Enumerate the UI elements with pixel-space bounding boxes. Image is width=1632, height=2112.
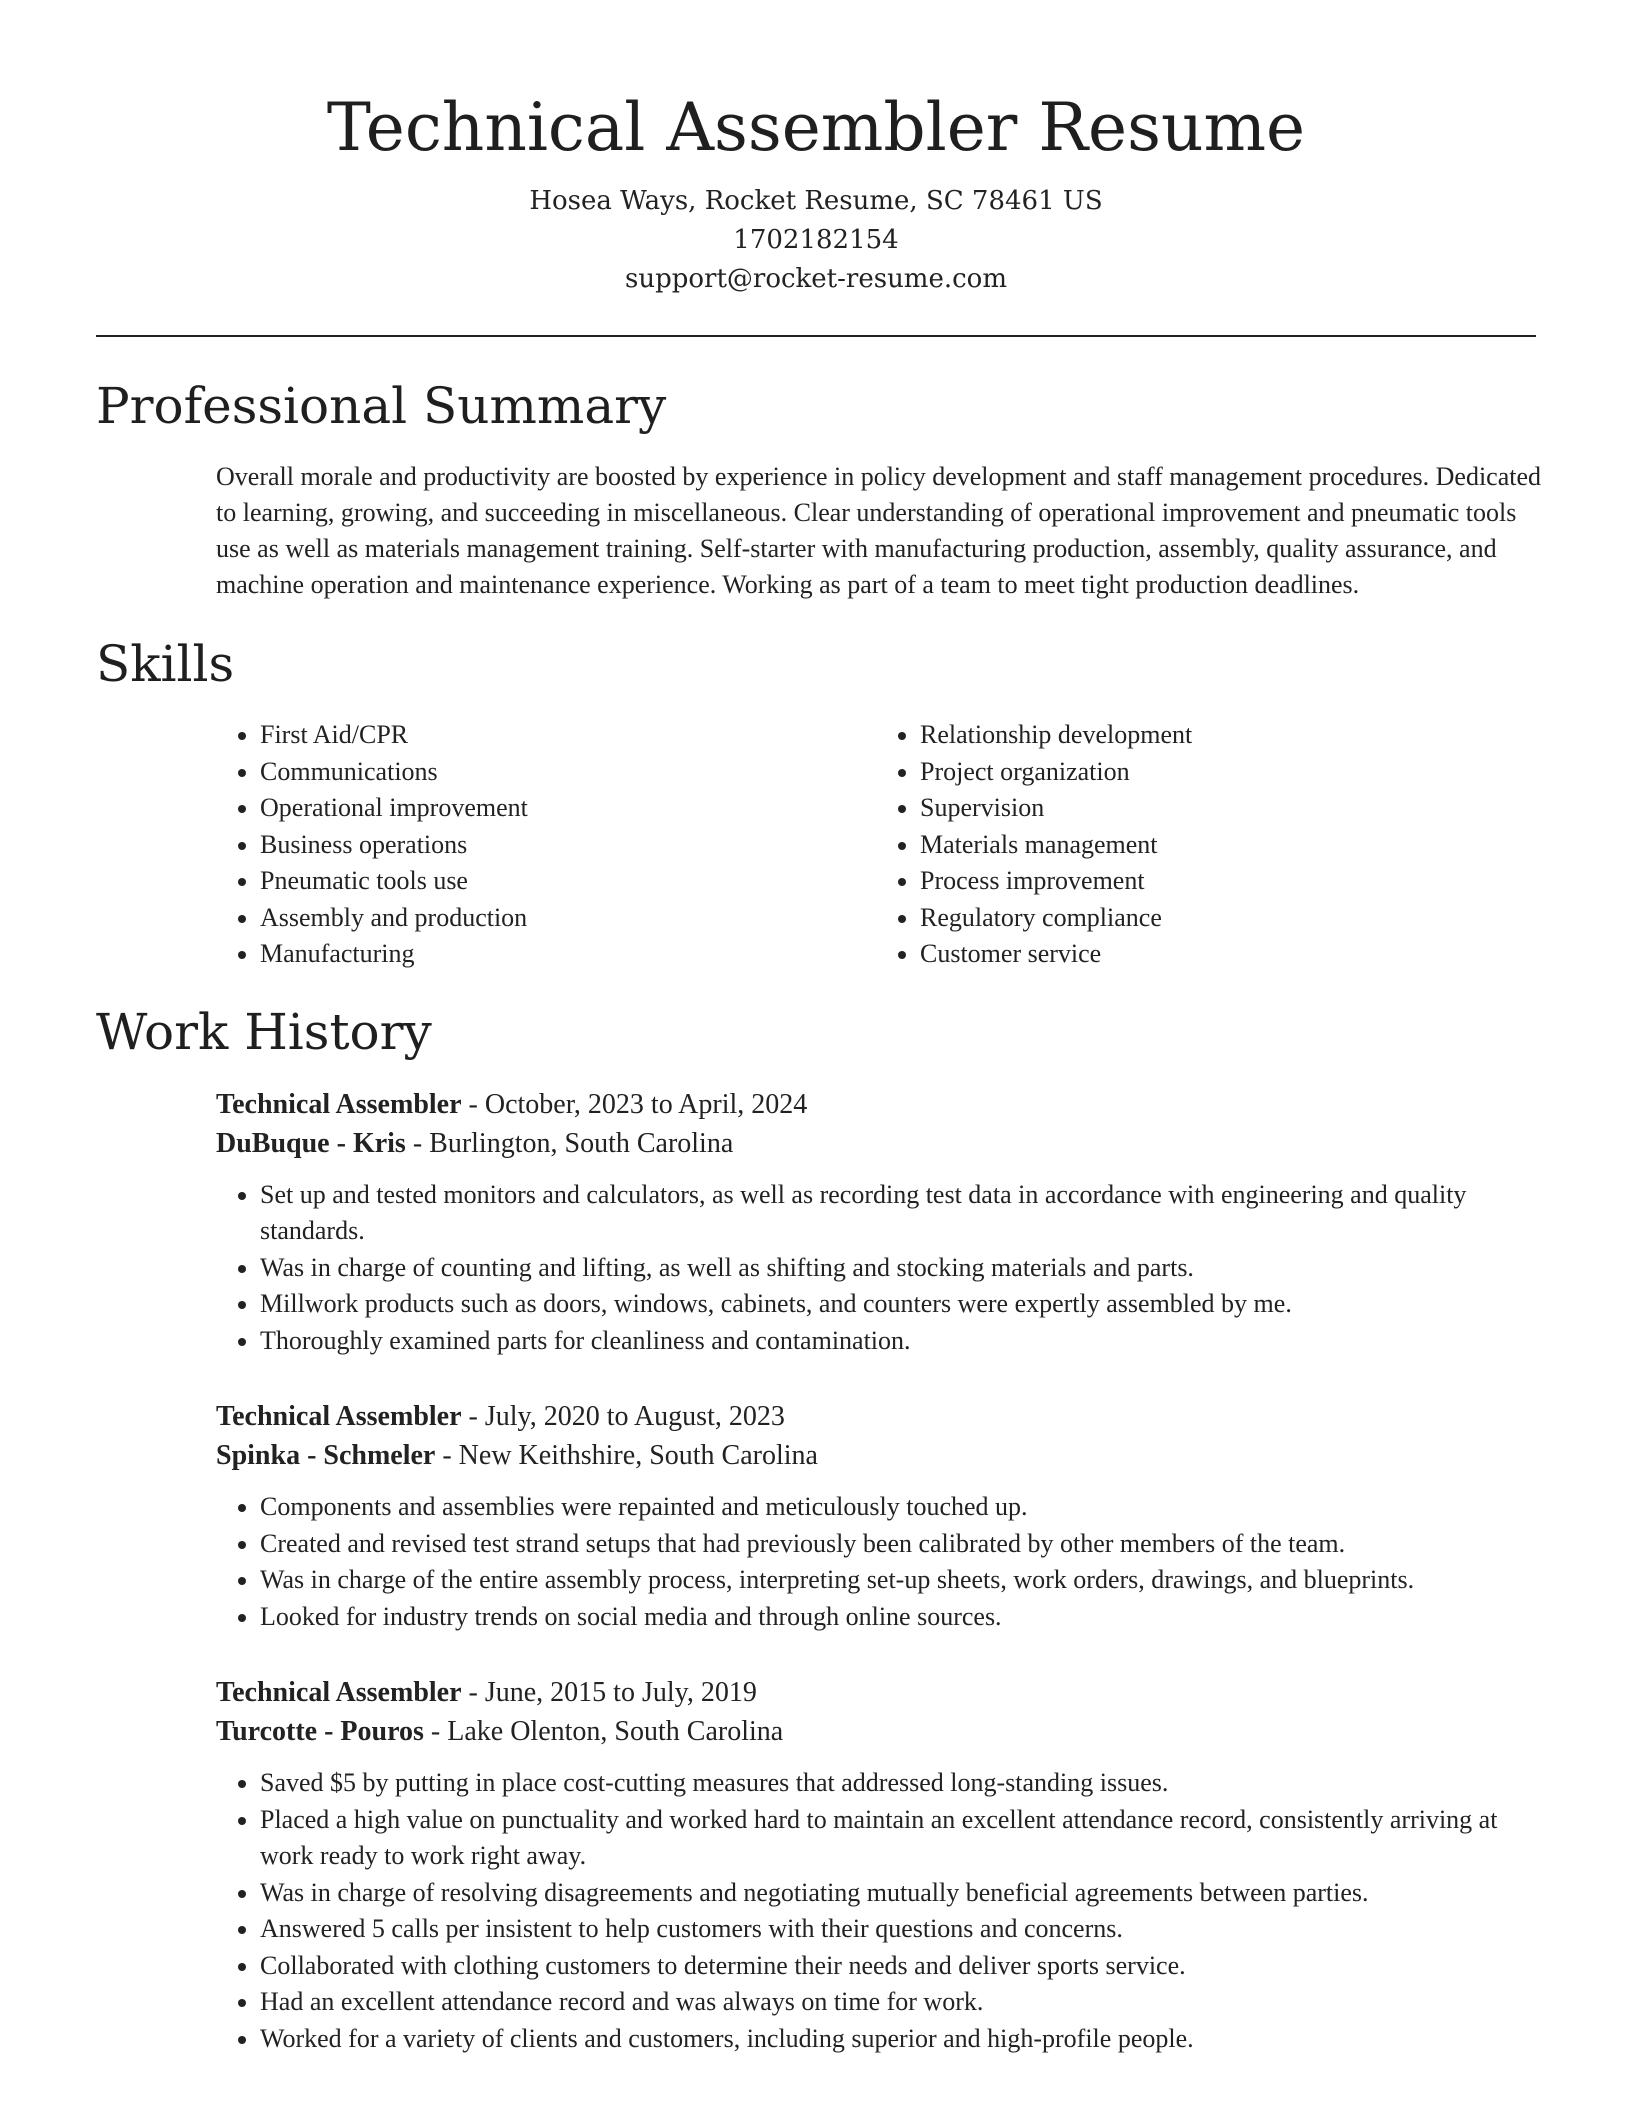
job-bullet: • Created and revised test strand setups that had previously been calibrated by other members of the team. (260, 1526, 1540, 1563)
contact-address: Hosea Ways, Rocket Resume, SC 78461 US (529, 186, 1103, 216)
skill-item: • First Aid/CPR (260, 717, 876, 754)
job-bullet: • Thoroughly examined parts for cleanliness and contamination. (260, 1323, 1540, 1360)
skills-heading: Skills (96, 635, 235, 693)
job-company-line (216, 1124, 1536, 1163)
skill-item: • Project organization (920, 754, 1536, 791)
skills-columns (216, 717, 1536, 973)
job-bullet: • Had an excellent attendance record and was always on time for work. (260, 1984, 1540, 2021)
job-title-line (216, 1085, 1536, 1124)
skill-item: • Pneumatic tools use (260, 863, 876, 900)
work-history-heading: Work History (96, 1002, 432, 1061)
job-title: Technical Assembler (216, 1677, 462, 1708)
job-bullet: • Was in charge of resolving disagreements and negotiating mutually beneficial agreements between parties. (260, 1875, 1540, 1912)
skills-list-left (216, 717, 876, 973)
job-bullet: • Was in charge of counting and lifting, as well as shifting and stocking materials and parts. (260, 1250, 1540, 1287)
skill-item: • Process improvement (920, 863, 1536, 900)
job-bullets (216, 1765, 1540, 2057)
skills-section (96, 631, 1536, 973)
job-dates: - October, 2023 to April, 2024 (461, 1088, 808, 1120)
job-title: Technical Assembler (216, 1401, 462, 1432)
skill-item: • Supervision (920, 790, 1536, 827)
header-divider (96, 335, 1536, 337)
contact-block (96, 182, 1536, 299)
job-bullet: • Looked for industry trends on social media and through online sources. (260, 1599, 1540, 1636)
contact-phone: 1702182154 (733, 225, 899, 255)
job-title: Technical Assembler (216, 1088, 462, 1120)
job-location: - Lake Olenton, South Carolina (423, 1716, 784, 1747)
skill-item: • Assembly and production (260, 900, 876, 937)
job-dates: - June, 2015 to July, 2019 (461, 1677, 757, 1708)
job-bullet: • Worked for a variety of clients and customers, including superior and high-profile people. (260, 2021, 1540, 2058)
skills-list-right (876, 717, 1536, 973)
job-bullet: • Was in charge of the entire assembly process, interpreting set-up sheets, work orders, drawings, and blueprints. (260, 1562, 1540, 1599)
job-bullets (216, 1177, 1540, 1360)
job-bullets (216, 1489, 1540, 1635)
job-company-line (216, 1436, 1536, 1475)
job-bullet: • Millwork products such as doors, windows, cabinets, and counters were expertly assembled by me. (260, 1286, 1540, 1323)
skill-item: • Communications (260, 754, 876, 791)
skill-item: • Business operations (260, 827, 876, 864)
summary-heading: Professional Summary (96, 377, 667, 435)
job-company: Spinka - Schmeler (216, 1440, 436, 1471)
job-bullet: • Answered 5 calls per insistent to help customers with their questions and concerns. (260, 1911, 1540, 1948)
summary-section (96, 373, 1542, 603)
skill-item: • Regulatory compliance (920, 900, 1536, 937)
job-entry (216, 1085, 1536, 1360)
job-dates: - July, 2020 to August, 2023 (461, 1401, 785, 1432)
job-bullet: • Set up and tested monitors and calculators, as well as recording test data in accordance with engineering and quality standards. (260, 1177, 1540, 1250)
skill-item: • Manufacturing (260, 936, 876, 973)
summary-text: Overall morale and productivity are boosted by experience in policy development and staff management procedures. Dedicated to learning, growing, and succeeding in miscellaneous. Clear understanding of operational improvement and pneumatic tools use as well as materials management training. Self-starter with manufacturing production, assembly, quality assurance, and machine operation and maintenance experience. Working as part of a team to meet tight production deadlines. (216, 462, 1542, 599)
job-company: DuBuque - Kris (216, 1127, 406, 1159)
skill-item: • Relationship development (920, 717, 1536, 754)
job-entry (216, 1673, 1536, 2057)
contact-email: support@rocket-resume.com (624, 264, 1007, 294)
skill-item: • Operational improvement (260, 790, 876, 827)
job-location: - New Keithshire, South Carolina (435, 1440, 818, 1471)
resume-page (96, 0, 1542, 2057)
skill-item: • Customer service (920, 936, 1536, 973)
work-history-section (96, 999, 1536, 2058)
job-company: Turcotte - Pouros (216, 1716, 424, 1747)
job-bullet: • Components and assemblies were repainted and meticulously touched up. (260, 1489, 1540, 1526)
job-bullet: • Saved $5 by putting in place cost-cutting measures that addressed long-standing issues. (260, 1765, 1540, 1802)
job-title-line (216, 1673, 1536, 1712)
job-location: - Burlington, South Carolina (405, 1127, 734, 1159)
job-entry (216, 1397, 1536, 1635)
job-title-line (216, 1397, 1536, 1436)
skill-item: • Materials management (920, 827, 1536, 864)
job-bullet: • Placed a high value on punctuality and worked hard to maintain an excellent attendance record, consistently arriving at work ready to work right away. (260, 1802, 1540, 1875)
resume-title: Technical Assembler Resume (326, 89, 1306, 166)
job-bullet: • Collaborated with clothing customers to determine their needs and deliver sports service. (260, 1948, 1540, 1985)
job-company-line (216, 1712, 1536, 1751)
